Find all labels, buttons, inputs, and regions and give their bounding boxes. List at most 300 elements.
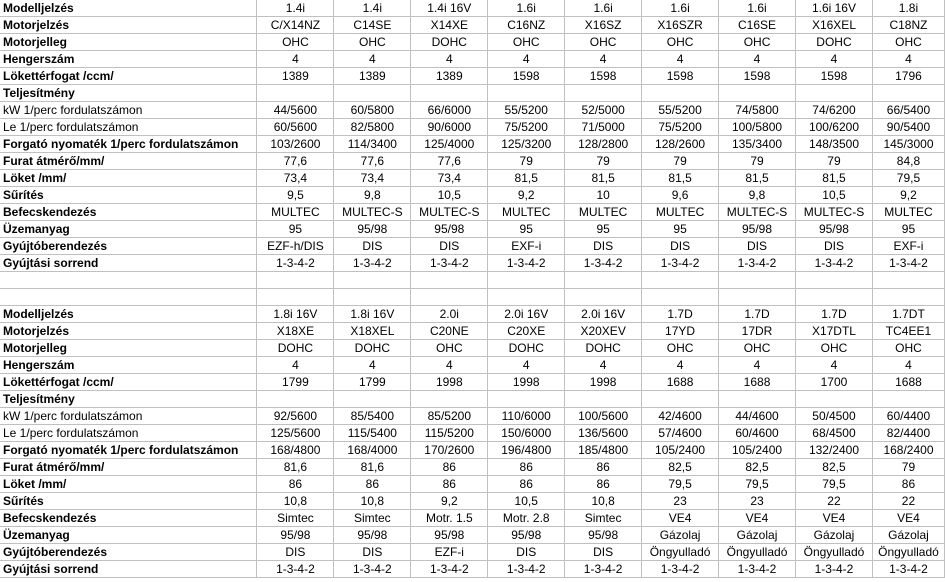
cell-value: 4 bbox=[257, 51, 334, 68]
cell-value: 125/5600 bbox=[257, 425, 334, 442]
row-label: Furat átmérő/mm/ bbox=[0, 153, 257, 170]
row-label: Forgató nyomaték 1/perc fordulatszámon bbox=[0, 442, 257, 459]
cell-value: EZF-h/DIS bbox=[257, 238, 334, 255]
cell-value: 1.4i bbox=[257, 0, 334, 17]
cell-value: 103/2600 bbox=[257, 136, 334, 153]
cell-value: 1796 bbox=[872, 68, 944, 85]
row-label: Gyújtóberendezés bbox=[0, 544, 257, 561]
row-label: Le 1/perc fordulatszámon bbox=[0, 425, 257, 442]
row-label: kW 1/perc fordulatszámon bbox=[0, 408, 257, 425]
cell-value: 75/5200 bbox=[642, 119, 719, 136]
cell-value: 10,8 bbox=[565, 493, 642, 510]
table-row bbox=[0, 0, 945, 17]
cell-value: 44/4600 bbox=[719, 408, 796, 425]
cell-value: X16SZ bbox=[565, 17, 642, 34]
cell-value: EXF-i bbox=[872, 238, 944, 255]
cell-value: 150/6000 bbox=[488, 425, 565, 442]
cell-value: 95 bbox=[257, 221, 334, 238]
cell-value: 1.7D bbox=[796, 306, 873, 323]
cell-value: 1598 bbox=[488, 68, 565, 85]
row-label: Löket /mm/ bbox=[0, 476, 257, 493]
cell-value: 4 bbox=[411, 357, 488, 374]
cell-value: 110/6000 bbox=[488, 408, 565, 425]
cell-value: 1389 bbox=[334, 68, 411, 85]
empty-cell bbox=[872, 272, 944, 289]
cell-value: 79,5 bbox=[719, 476, 796, 493]
cell-value: 77,6 bbox=[257, 153, 334, 170]
empty-cell bbox=[642, 289, 719, 306]
cell-value: 86 bbox=[411, 459, 488, 476]
cell-value: OHC bbox=[719, 34, 796, 51]
cell-value: 4 bbox=[488, 51, 565, 68]
table-row bbox=[0, 374, 945, 391]
cell-value bbox=[872, 85, 944, 102]
cell-value: 1.7DT bbox=[872, 306, 944, 323]
cell-value: 4 bbox=[565, 357, 642, 374]
cell-value: 79 bbox=[719, 153, 796, 170]
cell-value: 170/2600 bbox=[411, 442, 488, 459]
cell-value: 135/3400 bbox=[719, 136, 796, 153]
cell-value: DOHC bbox=[257, 340, 334, 357]
cell-value: DOHC bbox=[334, 340, 411, 357]
cell-value: 1.8i 16V bbox=[334, 306, 411, 323]
cell-value: 73,4 bbox=[257, 170, 334, 187]
cell-value: 95/98 bbox=[411, 527, 488, 544]
cell-value: EZF-i bbox=[411, 544, 488, 561]
cell-value: 4 bbox=[334, 51, 411, 68]
cell-value: 1700 bbox=[796, 374, 873, 391]
cell-value bbox=[488, 391, 565, 408]
cell-value: DIS bbox=[565, 238, 642, 255]
cell-value bbox=[796, 85, 873, 102]
cell-value: 90/6000 bbox=[411, 119, 488, 136]
cell-value: 1-3-4-2 bbox=[642, 561, 719, 578]
cell-value: 1688 bbox=[719, 374, 796, 391]
table-row bbox=[0, 102, 945, 119]
cell-value: 60/5800 bbox=[334, 102, 411, 119]
row-label: Befecskendezés bbox=[0, 204, 257, 221]
cell-value bbox=[872, 391, 944, 408]
cell-value: 9,2 bbox=[872, 187, 944, 204]
cell-value: C14SE bbox=[334, 17, 411, 34]
cell-value: 1-3-4-2 bbox=[565, 255, 642, 272]
cell-value: 105/2400 bbox=[719, 442, 796, 459]
row-label: Motorjelzés bbox=[0, 323, 257, 340]
cell-value: 1799 bbox=[257, 374, 334, 391]
cell-value: VE4 bbox=[796, 510, 873, 527]
cell-value: 9,5 bbox=[257, 187, 334, 204]
table-row bbox=[0, 561, 945, 578]
cell-value: 86 bbox=[872, 476, 944, 493]
cell-value: 9,6 bbox=[642, 187, 719, 204]
cell-value: 145/3000 bbox=[872, 136, 944, 153]
row-label: Üzemanyag bbox=[0, 221, 257, 238]
cell-value: 1389 bbox=[257, 68, 334, 85]
cell-value bbox=[488, 85, 565, 102]
cell-value: 92/5600 bbox=[257, 408, 334, 425]
cell-value: 90/5400 bbox=[872, 119, 944, 136]
row-label: Löket /mm/ bbox=[0, 170, 257, 187]
cell-value: 79,5 bbox=[872, 170, 944, 187]
empty-cell bbox=[719, 289, 796, 306]
cell-value: 1799 bbox=[334, 374, 411, 391]
cell-value: 50/4500 bbox=[796, 408, 873, 425]
cell-value: 86 bbox=[257, 476, 334, 493]
cell-value: 4 bbox=[872, 51, 944, 68]
cell-value: 1-3-4-2 bbox=[257, 561, 334, 578]
cell-value: 17DR bbox=[719, 323, 796, 340]
cell-value: 95 bbox=[565, 221, 642, 238]
cell-value: 1.4i bbox=[334, 0, 411, 17]
cell-value: 125/3200 bbox=[488, 136, 565, 153]
cell-value: DIS bbox=[796, 238, 873, 255]
cell-value: 4 bbox=[488, 357, 565, 374]
cell-value: 86 bbox=[565, 476, 642, 493]
cell-value: C18NZ bbox=[872, 17, 944, 34]
cell-value: X17DTL bbox=[796, 323, 873, 340]
cell-value: 95/98 bbox=[257, 527, 334, 544]
cell-value bbox=[719, 391, 796, 408]
cell-value: 10,8 bbox=[334, 493, 411, 510]
cell-value: 81,5 bbox=[488, 170, 565, 187]
empty-cell bbox=[642, 272, 719, 289]
empty-cell bbox=[488, 272, 565, 289]
cell-value: 60/4400 bbox=[872, 408, 944, 425]
cell-value: X18XEL bbox=[334, 323, 411, 340]
cell-value: 82,5 bbox=[796, 459, 873, 476]
cell-value: 115/5400 bbox=[334, 425, 411, 442]
cell-value: 1-3-4-2 bbox=[565, 561, 642, 578]
cell-value: Motr. 1.5 bbox=[411, 510, 488, 527]
cell-value: 95/98 bbox=[488, 527, 565, 544]
cell-value: 168/2400 bbox=[872, 442, 944, 459]
cell-value: 10,5 bbox=[796, 187, 873, 204]
cell-value: 68/4500 bbox=[796, 425, 873, 442]
table-row bbox=[0, 153, 945, 170]
table-row bbox=[0, 221, 945, 238]
cell-value: DIS bbox=[257, 544, 334, 561]
cell-value: 4 bbox=[257, 357, 334, 374]
row-label: Üzemanyag bbox=[0, 527, 257, 544]
table-row bbox=[0, 170, 945, 187]
cell-value: Motr. 2.8 bbox=[488, 510, 565, 527]
cell-value: 10,8 bbox=[257, 493, 334, 510]
cell-value: 1-3-4-2 bbox=[334, 255, 411, 272]
table-row bbox=[0, 544, 945, 561]
table-row bbox=[0, 493, 945, 510]
cell-value: 1.6i bbox=[565, 0, 642, 17]
table-row bbox=[0, 68, 945, 85]
cell-value: 95/98 bbox=[565, 527, 642, 544]
cell-value: 82/5800 bbox=[334, 119, 411, 136]
row-label: Forgató nyomaték 1/perc fordulatszámon bbox=[0, 136, 257, 153]
cell-value: 1598 bbox=[796, 68, 873, 85]
cell-value: 86 bbox=[565, 459, 642, 476]
cell-value: 1-3-4-2 bbox=[796, 255, 873, 272]
cell-value: 44/5600 bbox=[257, 102, 334, 119]
cell-value: 128/2800 bbox=[565, 136, 642, 153]
cell-value: 1-3-4-2 bbox=[872, 561, 944, 578]
cell-value: 95/98 bbox=[719, 221, 796, 238]
cell-value: 1.6i 16V bbox=[796, 0, 873, 17]
cell-value: 79 bbox=[642, 153, 719, 170]
cell-value: 86 bbox=[411, 476, 488, 493]
cell-value: Gázolaj bbox=[642, 527, 719, 544]
cell-value: OHC bbox=[334, 34, 411, 51]
cell-value: 1.8i bbox=[872, 0, 944, 17]
empty-cell bbox=[719, 272, 796, 289]
row-label: Hengerszám bbox=[0, 51, 257, 68]
cell-value: 81,5 bbox=[719, 170, 796, 187]
table-row bbox=[0, 357, 945, 374]
table-row bbox=[0, 408, 945, 425]
cell-value: Öngyulladó bbox=[796, 544, 873, 561]
cell-value: 42/4600 bbox=[642, 408, 719, 425]
empty-cell bbox=[0, 289, 257, 306]
cell-value: 1688 bbox=[642, 374, 719, 391]
cell-value: OHC bbox=[642, 340, 719, 357]
row-label: Sűrítés bbox=[0, 187, 257, 204]
table-row bbox=[0, 85, 945, 102]
cell-value: MULTEC bbox=[565, 204, 642, 221]
cell-value: VE4 bbox=[872, 510, 944, 527]
table-row bbox=[0, 527, 945, 544]
cell-value: DIS bbox=[565, 544, 642, 561]
row-label: kW 1/perc fordulatszámon bbox=[0, 102, 257, 119]
cell-value: 168/4000 bbox=[334, 442, 411, 459]
cell-value: 1-3-4-2 bbox=[334, 561, 411, 578]
cell-value: 9,2 bbox=[488, 187, 565, 204]
cell-value: 79,5 bbox=[796, 476, 873, 493]
cell-value: X16XEL bbox=[796, 17, 873, 34]
cell-value: 115/5200 bbox=[411, 425, 488, 442]
cell-value: DOHC bbox=[411, 34, 488, 51]
cell-value: DOHC bbox=[488, 340, 565, 357]
cell-value: Gázolaj bbox=[796, 527, 873, 544]
cell-value: VE4 bbox=[642, 510, 719, 527]
cell-value: DIS bbox=[334, 238, 411, 255]
table-row bbox=[0, 187, 945, 204]
cell-value bbox=[257, 391, 334, 408]
cell-value: 81,6 bbox=[334, 459, 411, 476]
cell-value: 4 bbox=[796, 51, 873, 68]
cell-value: 1598 bbox=[565, 68, 642, 85]
cell-value: 79 bbox=[565, 153, 642, 170]
empty-cell bbox=[334, 289, 411, 306]
row-label: Gyújtási sorrend bbox=[0, 561, 257, 578]
cell-value: OHC bbox=[872, 340, 944, 357]
cell-value: 81,5 bbox=[565, 170, 642, 187]
cell-value: 95 bbox=[872, 221, 944, 238]
cell-value: 136/5600 bbox=[565, 425, 642, 442]
cell-value: OHC bbox=[872, 34, 944, 51]
row-label: Le 1/perc fordulatszámon bbox=[0, 119, 257, 136]
cell-value: X14XE bbox=[411, 17, 488, 34]
cell-value: 79 bbox=[488, 153, 565, 170]
cell-value: X18XE bbox=[257, 323, 334, 340]
cell-value: 86 bbox=[488, 476, 565, 493]
table-row bbox=[0, 425, 945, 442]
cell-value: 125/4000 bbox=[411, 136, 488, 153]
cell-value: MULTEC bbox=[642, 204, 719, 221]
cell-value: 75/5200 bbox=[488, 119, 565, 136]
cell-value: 95/98 bbox=[411, 221, 488, 238]
cell-value: 81,6 bbox=[257, 459, 334, 476]
cell-value: 4 bbox=[872, 357, 944, 374]
empty-cell bbox=[0, 272, 257, 289]
cell-value: 95/98 bbox=[334, 221, 411, 238]
cell-value: DIS bbox=[642, 238, 719, 255]
cell-value: C/X14NZ bbox=[257, 17, 334, 34]
cell-value: C20NE bbox=[411, 323, 488, 340]
cell-value: 95 bbox=[642, 221, 719, 238]
row-label: Furat átmérő/mm/ bbox=[0, 459, 257, 476]
cell-value: 95 bbox=[488, 221, 565, 238]
cell-value: 1-3-4-2 bbox=[257, 255, 334, 272]
empty-cell bbox=[565, 289, 642, 306]
cell-value: 1-3-4-2 bbox=[872, 255, 944, 272]
cell-value: 128/2600 bbox=[642, 136, 719, 153]
row-label: Lökettérfogat /ccm/ bbox=[0, 68, 257, 85]
cell-value: Öngyulladó bbox=[642, 544, 719, 561]
blank-row bbox=[0, 289, 945, 306]
cell-value: 81,5 bbox=[796, 170, 873, 187]
cell-value bbox=[257, 85, 334, 102]
blank-row bbox=[0, 272, 945, 289]
cell-value bbox=[334, 85, 411, 102]
cell-value: 1-3-4-2 bbox=[488, 561, 565, 578]
cell-value: 2.0i bbox=[411, 306, 488, 323]
cell-value: 77,6 bbox=[334, 153, 411, 170]
empty-cell bbox=[796, 289, 873, 306]
cell-value: VE4 bbox=[719, 510, 796, 527]
cell-value: 71/5000 bbox=[565, 119, 642, 136]
cell-value: 1.7D bbox=[642, 306, 719, 323]
cell-value: MULTEC bbox=[257, 204, 334, 221]
table-row bbox=[0, 442, 945, 459]
cell-value: 85/5200 bbox=[411, 408, 488, 425]
table-row bbox=[0, 306, 945, 323]
table-row bbox=[0, 391, 945, 408]
cell-value: 77,6 bbox=[411, 153, 488, 170]
cell-value: 73,4 bbox=[334, 170, 411, 187]
cell-value: 1998 bbox=[488, 374, 565, 391]
cell-value: OHC bbox=[488, 34, 565, 51]
cell-value: 4 bbox=[334, 357, 411, 374]
cell-value: 9,2 bbox=[411, 493, 488, 510]
cell-value: MULTEC-S bbox=[334, 204, 411, 221]
cell-value: 22 bbox=[796, 493, 873, 510]
cell-value: 82,5 bbox=[719, 459, 796, 476]
cell-value: 10 bbox=[565, 187, 642, 204]
empty-cell bbox=[411, 272, 488, 289]
row-label: Befecskendezés bbox=[0, 510, 257, 527]
cell-value bbox=[565, 391, 642, 408]
cell-value: Simtec bbox=[565, 510, 642, 527]
cell-value: 86 bbox=[334, 476, 411, 493]
cell-value: 57/4600 bbox=[642, 425, 719, 442]
empty-cell bbox=[257, 272, 334, 289]
cell-value: 2.0i 16V bbox=[488, 306, 565, 323]
cell-value: 74/5800 bbox=[719, 102, 796, 119]
cell-value: 1.4i 16V bbox=[411, 0, 488, 17]
cell-value: 1-3-4-2 bbox=[796, 561, 873, 578]
cell-value: 17YD bbox=[642, 323, 719, 340]
cell-value: 185/4800 bbox=[565, 442, 642, 459]
row-label: Gyújtási sorrend bbox=[0, 255, 257, 272]
cell-value: 100/5800 bbox=[719, 119, 796, 136]
cell-value: MULTEC-S bbox=[411, 204, 488, 221]
cell-value: 9,8 bbox=[334, 187, 411, 204]
cell-value: C20XE bbox=[488, 323, 565, 340]
cell-value: 4 bbox=[642, 51, 719, 68]
row-label: Motorjelleg bbox=[0, 340, 257, 357]
cell-value: 73,4 bbox=[411, 170, 488, 187]
table-row bbox=[0, 204, 945, 221]
cell-value: 1998 bbox=[565, 374, 642, 391]
table-row bbox=[0, 476, 945, 493]
cell-value: Gázolaj bbox=[719, 527, 796, 544]
cell-value: 4 bbox=[411, 51, 488, 68]
row-label: Modelljelzés bbox=[0, 306, 257, 323]
row-label: Hengerszám bbox=[0, 357, 257, 374]
cell-value: 23 bbox=[642, 493, 719, 510]
cell-value: 9,8 bbox=[719, 187, 796, 204]
cell-value: OHC bbox=[411, 340, 488, 357]
cell-value: C16NZ bbox=[488, 17, 565, 34]
empty-cell bbox=[872, 289, 944, 306]
table-row bbox=[0, 34, 945, 51]
cell-value: OHC bbox=[565, 34, 642, 51]
table-row bbox=[0, 510, 945, 527]
cell-value bbox=[411, 85, 488, 102]
row-label: Sűrítés bbox=[0, 493, 257, 510]
cell-value: 1-3-4-2 bbox=[719, 561, 796, 578]
cell-value: 1389 bbox=[411, 68, 488, 85]
cell-value bbox=[796, 391, 873, 408]
cell-value: 82/4400 bbox=[872, 425, 944, 442]
table-row bbox=[0, 238, 945, 255]
cell-value: 1-3-4-2 bbox=[488, 255, 565, 272]
cell-value: 4 bbox=[642, 357, 719, 374]
cell-value: 1598 bbox=[642, 68, 719, 85]
cell-value: 55/5200 bbox=[642, 102, 719, 119]
cell-value: MULTEC-S bbox=[796, 204, 873, 221]
row-label: Lökettérfogat /ccm/ bbox=[0, 374, 257, 391]
cell-value: 86 bbox=[488, 459, 565, 476]
cell-value bbox=[642, 85, 719, 102]
cell-value: OHC bbox=[642, 34, 719, 51]
row-label: Teljesítmény bbox=[0, 85, 257, 102]
cell-value: 168/4800 bbox=[257, 442, 334, 459]
cell-value: 196/4800 bbox=[488, 442, 565, 459]
table-row bbox=[0, 51, 945, 68]
cell-value: 81,5 bbox=[642, 170, 719, 187]
table-row bbox=[0, 340, 945, 357]
cell-value: 95/98 bbox=[334, 527, 411, 544]
cell-value: 10,5 bbox=[488, 493, 565, 510]
cell-value: 82,5 bbox=[642, 459, 719, 476]
cell-value: Öngyulladó bbox=[872, 544, 944, 561]
cell-value: X16SZR bbox=[642, 17, 719, 34]
cell-value: 95/98 bbox=[796, 221, 873, 238]
table-row bbox=[0, 459, 945, 476]
row-label: Modelljelzés bbox=[0, 0, 257, 17]
empty-cell bbox=[796, 272, 873, 289]
cell-value: Simtec bbox=[257, 510, 334, 527]
cell-value: 1-3-4-2 bbox=[719, 255, 796, 272]
cell-value: 1.6i bbox=[488, 0, 565, 17]
